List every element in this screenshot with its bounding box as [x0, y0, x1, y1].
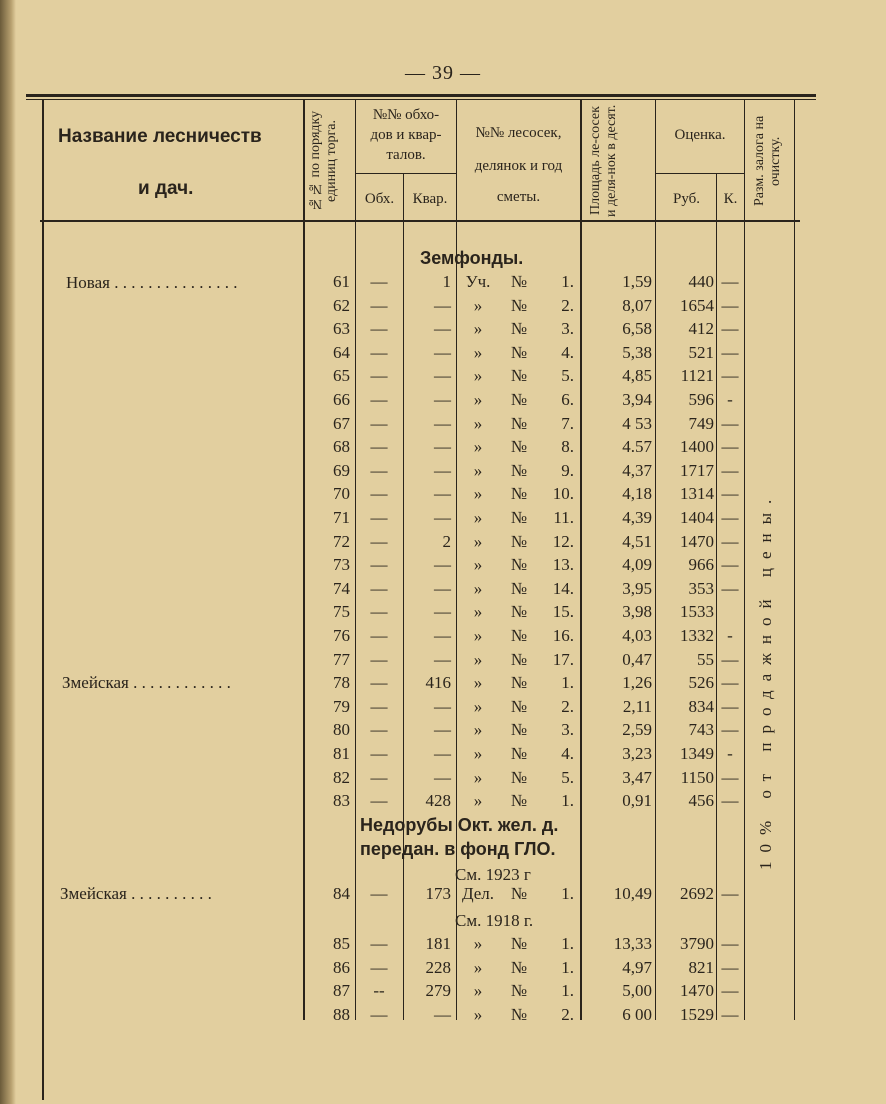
plot-number: 17.: [552, 649, 574, 669]
kop-value: —: [721, 342, 739, 362]
plot-number: 13.: [552, 555, 574, 575]
lot-number: 86: [333, 957, 350, 977]
plot-prefix: »: [473, 413, 483, 433]
plot-prefix: »: [473, 460, 483, 480]
plot-number-sign: №: [510, 791, 528, 811]
rub-value: 966: [688, 555, 714, 575]
obh-value: —: [370, 319, 388, 339]
lot-number: 63: [333, 319, 350, 339]
rub-value: 1717: [680, 460, 714, 480]
plot-number: 2.: [561, 1004, 574, 1024]
area-value: 6,58: [622, 319, 652, 339]
section-nedoruby-line2: передан. в фонд ГЛО.: [360, 839, 556, 859]
obh-value: —: [370, 696, 388, 716]
plot-number: 1.: [561, 934, 574, 953]
section-zemfondy: Земфонды.: [420, 248, 524, 268]
col-border-obh: [403, 173, 404, 1020]
rub-value: 521: [688, 342, 714, 362]
kv-value: —: [434, 555, 451, 575]
plot-number-sign: №: [510, 673, 528, 693]
col-border-left: [42, 100, 44, 1100]
area-value: 4,18: [622, 484, 652, 504]
rub-value: 1654: [680, 295, 714, 315]
area-value: 0,91: [622, 791, 652, 811]
plot-prefix: »: [473, 744, 483, 763]
plot-number-sign: №: [510, 272, 528, 291]
lot-number: 77: [333, 649, 350, 669]
plot-number-sign: №: [510, 437, 528, 457]
rub-value: 1470: [680, 981, 714, 1001]
lot-number: 70: [333, 484, 350, 504]
kop-value: —: [721, 720, 739, 740]
area-value: 3,98: [622, 602, 652, 622]
area-value: 2,59: [622, 720, 652, 740]
plot-number-sign: №: [510, 602, 528, 622]
kv-value: —: [434, 767, 451, 787]
rub-value: 743: [688, 720, 714, 740]
plot-number-sign: №: [510, 649, 528, 669]
lot-number: 75: [333, 602, 350, 622]
kop-value: —: [721, 272, 739, 291]
area-value: 5,38: [622, 342, 652, 362]
plot-prefix: »: [473, 578, 483, 598]
rub-value: 596: [688, 390, 714, 409]
header-deposit: Разм. залога на очистку.: [752, 115, 783, 207]
kop-value: —: [721, 366, 739, 386]
rub-value: 1314: [680, 484, 714, 504]
lot-number: 64: [333, 342, 350, 362]
top-thin-rule: [26, 99, 816, 100]
kv-value: —: [434, 602, 451, 622]
plot-prefix: »: [473, 342, 483, 362]
kv-value: —: [434, 720, 451, 740]
obh-value: —: [370, 649, 388, 669]
plot-number-sign: №: [510, 342, 528, 362]
obh-value: —: [370, 508, 388, 527]
plot-number: 4.: [561, 744, 574, 763]
kop-value: -: [727, 390, 733, 409]
lot-number: 62: [333, 295, 350, 315]
estimate-1918: См. 1918 г.: [455, 911, 534, 930]
plot-prefix: »: [473, 1004, 483, 1024]
col-border-rub: [716, 173, 717, 1020]
obh-value: —: [370, 578, 388, 598]
top-double-rule: [26, 94, 816, 97]
kop-value: —: [721, 673, 739, 693]
kv-value: —: [434, 649, 451, 669]
plot-number: 1.: [561, 981, 574, 1001]
obh-value: —: [370, 413, 388, 433]
lot-number: 79: [333, 696, 350, 716]
rub-value: 1150: [680, 767, 714, 787]
rub-value: 749: [688, 413, 714, 433]
area-value: 3,23: [622, 744, 652, 763]
plot-number-sign: №: [510, 744, 528, 763]
obh-value: —: [370, 295, 388, 315]
kv-value: —: [434, 626, 451, 645]
kv-value: —: [434, 295, 451, 315]
plot-prefix: »: [473, 767, 483, 787]
header-plots-line1: №№ лесосек,: [475, 125, 562, 141]
col-border-lot: [355, 100, 356, 1020]
kv-value: 228: [425, 957, 451, 977]
header-forestry-line2: и дач.: [138, 178, 194, 199]
plot-number: 9.: [561, 460, 574, 480]
lot-number: 81: [333, 744, 350, 763]
obh-value: —: [370, 884, 388, 903]
header-bottom-rule: [40, 220, 800, 222]
lot-number: 78: [333, 673, 350, 693]
plot-number-sign: №: [510, 555, 528, 575]
col-border-name: [303, 100, 305, 1020]
obh-value: —: [370, 531, 388, 551]
lot-number: 66: [333, 390, 350, 409]
header-kv: Квар.: [412, 191, 448, 207]
plot-number-sign: №: [510, 460, 528, 480]
rub-value: 55: [697, 649, 714, 669]
plot-number: 7.: [561, 413, 574, 433]
kop-value: —: [721, 578, 739, 598]
deposit-note: 10% от продажной цены.: [756, 490, 775, 870]
plot-prefix: »: [473, 295, 483, 315]
rub-value: 1400: [680, 437, 714, 457]
area-value: 4 53: [622, 413, 652, 433]
header-plots-line3: сметы.: [496, 189, 541, 205]
plot-prefix: Уч.: [465, 272, 491, 291]
kop-value: —: [721, 531, 739, 551]
kv-value: 428: [425, 791, 451, 811]
rub-value: 1529: [680, 1004, 714, 1024]
obh-value: —: [370, 957, 388, 977]
plot-number: 11.: [553, 508, 574, 527]
kv-value: —: [434, 578, 451, 598]
plot-number-sign: №: [510, 626, 528, 645]
kv-value: —: [434, 696, 451, 716]
area-value: 4,97: [622, 957, 652, 977]
plot-prefix: »: [473, 673, 483, 693]
kv-value: —: [434, 1004, 451, 1024]
plot-number: 4.: [561, 342, 574, 362]
obh-value: —: [370, 673, 388, 693]
obh-value: —: [370, 390, 388, 409]
area-value: 1,59: [622, 272, 652, 291]
plot-prefix: »: [473, 508, 483, 527]
obh-value: —: [370, 602, 388, 622]
kop-value: -: [727, 626, 733, 645]
plot-number: 10.: [552, 484, 574, 504]
area-value: 4,51: [622, 531, 652, 551]
rub-value: 1470: [680, 531, 714, 551]
plot-prefix: »: [473, 981, 483, 1001]
lot-number: 80: [333, 720, 350, 740]
obh-value: —: [370, 342, 388, 362]
rub-value: 440: [688, 272, 714, 291]
area-value: 13,33: [613, 934, 652, 953]
plot-number-sign: №: [510, 696, 528, 716]
rub-value: 821: [688, 957, 714, 977]
plot-number: 16.: [552, 626, 574, 645]
obh-value: —: [370, 1004, 388, 1024]
lot-number: 85: [333, 934, 350, 953]
plot-number-sign: №: [510, 578, 528, 598]
rub-value: 2692: [680, 884, 714, 903]
kv-value: 416: [425, 673, 451, 693]
area-value: 3,95: [622, 578, 652, 598]
lot-number: 73: [333, 555, 350, 575]
header-lot-number: №№ по порядку единиц торга.: [308, 110, 339, 212]
rub-value: 1349: [680, 744, 714, 763]
area-value: 4.57: [622, 437, 652, 457]
plot-prefix: »: [473, 602, 483, 622]
header-area: Площадь ле-сосек и деля-нок в десят.: [588, 104, 619, 218]
plot-number: 3.: [561, 720, 574, 740]
lot-number: 61: [333, 272, 350, 291]
lot-number: 83: [333, 791, 350, 811]
plot-number: 12.: [552, 531, 574, 551]
header-rub: Руб.: [672, 191, 701, 207]
lot-number: 74: [333, 578, 350, 598]
header-plots-line2: делянок и год: [474, 158, 563, 174]
kv-value: —: [434, 319, 451, 339]
header-valuation: Оценка.: [674, 127, 726, 143]
plot-number-sign: №: [510, 390, 528, 409]
rub-value: 1404: [680, 508, 714, 527]
header-sub-rule-beats: [355, 173, 457, 174]
obh-value: —: [370, 744, 388, 763]
plot-number-sign: №: [510, 767, 528, 787]
kv-value: 279: [425, 981, 451, 1001]
kop-value: —: [721, 767, 739, 787]
area-value: 5,00: [622, 981, 652, 1001]
plot-number: 6.: [561, 390, 574, 409]
plot-number-sign: №: [510, 366, 528, 386]
area-value: 3,47: [622, 767, 652, 787]
obh-value: —: [370, 626, 388, 645]
plot-number-sign: №: [510, 484, 528, 504]
plot-prefix: »: [473, 720, 483, 740]
obh-value: —: [370, 767, 388, 787]
plot-prefix: »: [473, 957, 483, 977]
kop-value: —: [721, 981, 739, 1001]
plot-number: 1.: [561, 957, 574, 977]
kop-value: —: [721, 649, 739, 669]
forestry-zmeiskaya-2: Змейская . . . . . . . . . .: [60, 884, 212, 903]
lot-number: 84: [333, 884, 350, 903]
header-kop: К.: [723, 191, 738, 207]
kop-value: —: [721, 508, 739, 527]
kv-value: —: [434, 744, 451, 763]
plot-prefix: »: [473, 531, 483, 551]
kv-value: 1: [442, 272, 451, 291]
area-value: 10,49: [613, 884, 652, 903]
lot-number: 87: [333, 981, 350, 1001]
obh-value: —: [370, 437, 388, 457]
plot-prefix: »: [473, 390, 483, 409]
page-number: — 39 —: [405, 62, 481, 84]
kv-value: 181: [425, 934, 451, 953]
rub-value: 353: [688, 578, 714, 598]
plot-number: 3.: [561, 319, 574, 339]
area-value: 8,07: [622, 295, 652, 315]
area-value: 0,47: [622, 649, 652, 669]
plot-number-sign: №: [510, 934, 528, 953]
header-beats-line3: талов.: [386, 147, 426, 163]
plot-number-sign: №: [510, 508, 528, 527]
kv-value: —: [434, 508, 451, 527]
area-value: 4,39: [622, 508, 652, 527]
kv-value: —: [434, 460, 451, 480]
kop-value: —: [721, 437, 739, 457]
plot-number: 5.: [561, 366, 574, 386]
plot-prefix: »: [473, 696, 483, 716]
obh-value: —: [370, 555, 388, 575]
area-value: 4,03: [622, 626, 652, 645]
plot-number-sign: №: [510, 981, 528, 1001]
kop-value: —: [721, 1004, 739, 1024]
rub-value: 1533: [680, 602, 714, 622]
kv-value: 2: [442, 531, 451, 551]
lot-number: 72: [333, 531, 350, 551]
page-binding-edge: [0, 0, 16, 1104]
area-value: 4,85: [622, 366, 652, 386]
kv-value: 173: [425, 884, 451, 903]
kop-value: —: [721, 484, 739, 504]
section-nedoruby-line1: Недорубы Окт. жел. д.: [360, 815, 559, 835]
kop-value: —: [721, 884, 739, 903]
obh-value: —: [370, 934, 388, 953]
kop-value: —: [721, 934, 739, 953]
col-border-plot: [580, 100, 582, 1020]
plot-number-sign: №: [510, 957, 528, 977]
lot-number: 88: [333, 1004, 350, 1024]
lot-number: 68: [333, 437, 350, 457]
kop-value: —: [721, 791, 739, 811]
plot-number: 14.: [552, 578, 574, 598]
plot-number-sign: №: [510, 531, 528, 551]
lot-number: 71: [333, 508, 350, 527]
kop-value: -: [727, 744, 733, 763]
obh-value: —: [370, 484, 388, 504]
plot-number-sign: №: [510, 720, 528, 740]
plot-number: 1.: [561, 884, 574, 903]
obh-value: —: [370, 460, 388, 480]
kv-value: —: [434, 390, 451, 409]
obh-value: --: [373, 981, 385, 1001]
plot-prefix: »: [473, 791, 483, 811]
rub-value: 3790: [680, 934, 714, 953]
header-sub-rule-valuation: [656, 173, 744, 174]
plot-prefix: Дел.: [461, 884, 495, 903]
obh-value: —: [370, 272, 388, 291]
plot-prefix: »: [473, 626, 483, 645]
kv-value: —: [434, 484, 451, 504]
lot-number: 69: [333, 460, 350, 480]
plot-number: 1.: [561, 791, 574, 811]
kop-value: —: [721, 295, 739, 315]
header-beats-line1: №№ обхо-: [372, 107, 440, 123]
obh-value: —: [370, 366, 388, 386]
plot-number: 2.: [561, 295, 574, 315]
lot-number: 82: [333, 767, 350, 787]
area-value: 4,37: [622, 460, 652, 480]
plot-number: 2.: [561, 696, 574, 716]
plot-number-sign: №: [510, 319, 528, 339]
rub-value: 456: [688, 791, 714, 811]
forestry-novaya: Новая . . . . . . . . . . . . . . .: [66, 273, 238, 292]
plot-number: 5.: [561, 767, 574, 787]
header-obh: Обх.: [364, 191, 395, 207]
area-value: 2,11: [622, 696, 652, 716]
plot-number-sign: №: [510, 884, 528, 903]
kop-value: —: [721, 957, 739, 977]
plot-prefix: »: [473, 366, 483, 386]
kv-value: —: [434, 437, 451, 457]
area-value: 6 00: [622, 1004, 652, 1024]
rub-value: 834: [688, 696, 714, 716]
area-value: 3,94: [622, 390, 652, 409]
kop-value: —: [721, 460, 739, 480]
plot-number-sign: №: [510, 1004, 528, 1024]
plot-number: 1.: [561, 673, 574, 693]
kop-value: —: [721, 696, 739, 716]
plot-number: 1.: [561, 272, 574, 291]
rub-value: 412: [688, 319, 714, 339]
kv-value: —: [434, 366, 451, 386]
plot-prefix: »: [473, 934, 483, 953]
lot-number: 76: [333, 626, 350, 645]
obh-value: —: [370, 720, 388, 740]
lot-number: 65: [333, 366, 350, 386]
col-border-deposit: [794, 100, 795, 1020]
obh-value: —: [370, 791, 388, 811]
rub-value: 526: [688, 673, 714, 693]
area-value: 1,26: [622, 673, 652, 693]
plot-prefix: »: [473, 484, 483, 504]
plot-prefix: »: [473, 555, 483, 575]
kop-value: —: [721, 319, 739, 339]
rub-value: 1121: [680, 366, 714, 386]
plot-prefix: »: [473, 319, 483, 339]
estimate-1923: См. 1923 г: [455, 865, 531, 884]
plot-prefix: »: [473, 437, 483, 457]
plot-number-sign: №: [510, 295, 528, 315]
plot-number-sign: №: [510, 413, 528, 433]
kop-value: —: [721, 413, 739, 433]
plot-number: 8.: [561, 437, 574, 457]
header-forestry-line1: Название лесничеств: [58, 126, 262, 147]
kv-value: —: [434, 342, 451, 362]
lot-number: 67: [333, 413, 350, 433]
plot-prefix: »: [473, 649, 483, 669]
kop-value: —: [721, 555, 739, 575]
area-value: 4,09: [622, 555, 652, 575]
forestry-zmeiskaya-1: Змейская . . . . . . . . . . . .: [62, 673, 231, 692]
kv-value: —: [434, 413, 451, 433]
header-beats-line2: дов и квар-: [370, 127, 442, 143]
plot-number: 15.: [552, 602, 574, 622]
col-border-k: [744, 100, 745, 1020]
rub-value: 1332: [680, 626, 714, 645]
